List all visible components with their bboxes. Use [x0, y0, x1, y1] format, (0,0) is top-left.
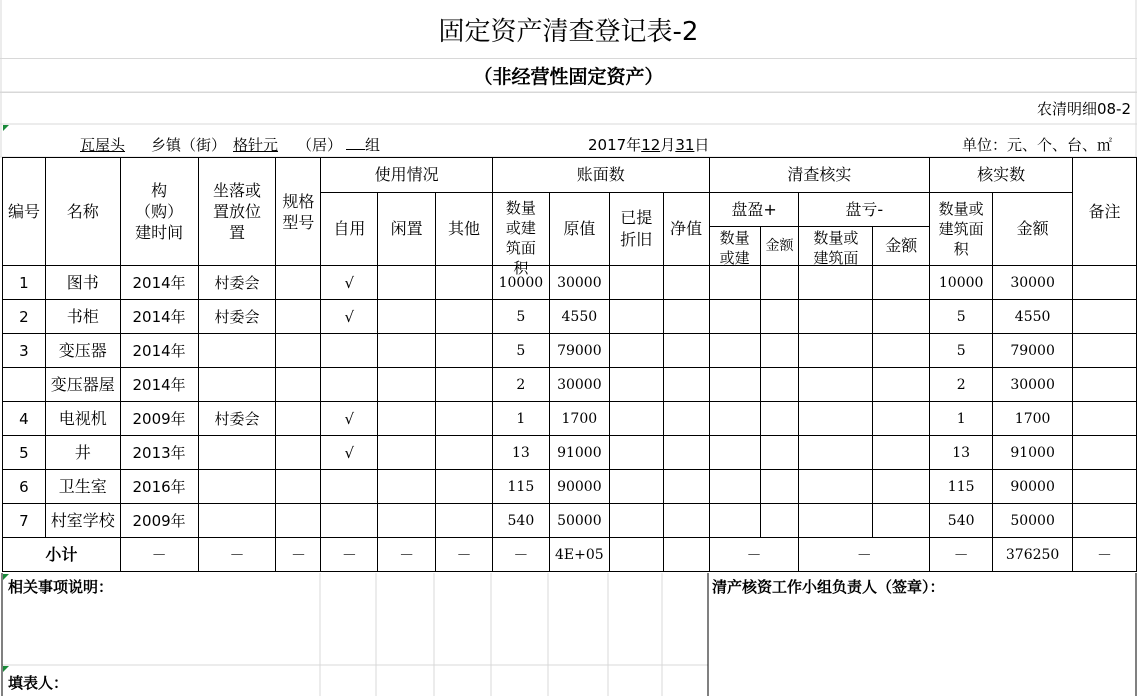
subtotal-orig: 4E+05 — [549, 538, 609, 572]
row-net-value — [663, 470, 709, 504]
table-row — [3, 300, 1137, 334]
row-other — [436, 300, 493, 334]
header-ver-qty: 数量或建筑面积 — [930, 193, 993, 266]
row-loss-amt — [873, 334, 930, 368]
row-build-time: 2014年 — [120, 266, 198, 300]
comment-marker — [3, 666, 9, 672]
row-surplus-qty — [709, 266, 760, 300]
row-idle — [378, 334, 436, 368]
row-spec — [276, 436, 321, 470]
row-idle — [378, 470, 436, 504]
header-orig-value: 原值 — [549, 193, 609, 266]
row-name: 书柜 — [45, 300, 120, 334]
row-surplus-qty — [709, 368, 760, 402]
row-no: 5 — [3, 436, 46, 470]
row-loss-amt — [873, 368, 930, 402]
row-no: 7 — [3, 504, 46, 538]
row-ver-amt: 90000 — [993, 470, 1073, 504]
row-idle — [378, 504, 436, 538]
table-row — [3, 368, 1137, 402]
row-loss-qty — [799, 436, 873, 470]
sign-label: 清产核资工作小组负责人（签章）： — [712, 578, 945, 596]
header-name: 名称 — [45, 158, 120, 266]
row-build-time: 2016年 — [120, 470, 198, 504]
row-remark — [1073, 402, 1137, 436]
header-loss: 盘亏- — [799, 193, 930, 227]
row-book-qty: 10000 — [492, 266, 549, 300]
group-label: 组 — [365, 136, 381, 154]
row-idle — [378, 436, 436, 470]
subtotal-dash: － — [1073, 538, 1137, 572]
row-loss-amt — [873, 436, 930, 470]
row-self-use — [321, 470, 378, 504]
row-name: 变压器屋 — [45, 368, 120, 402]
row-no: 4 — [3, 402, 46, 436]
row-build-time: 2009年 — [120, 402, 198, 436]
row-depreciation — [609, 300, 663, 334]
row-surplus-amt — [760, 266, 799, 300]
row-surplus-amt — [760, 300, 799, 334]
row-remark — [1073, 504, 1137, 538]
row-surplus-amt — [760, 436, 799, 470]
row-surplus-amt — [760, 368, 799, 402]
row-surplus-qty — [709, 402, 760, 436]
row-self-use — [321, 368, 378, 402]
cell — [609, 538, 663, 572]
row-other — [436, 368, 493, 402]
subtotal-ver-amt: 376250 — [993, 538, 1073, 572]
row-spec — [276, 470, 321, 504]
comment-marker — [3, 125, 9, 131]
row-loss-qty — [799, 300, 873, 334]
row-loss-qty — [799, 334, 873, 368]
residence-label: （居） — [297, 136, 343, 154]
subtotal-label: 小计 — [3, 538, 121, 572]
table-row — [3, 470, 1137, 504]
table-row — [3, 334, 1137, 368]
row-other — [436, 504, 493, 538]
header-surplus-amt: 金额 — [760, 227, 799, 266]
row-ver-amt: 30000 — [993, 266, 1073, 300]
row-location — [198, 470, 276, 504]
subtotal-dash: － — [492, 538, 549, 572]
comment-marker — [3, 574, 9, 580]
subtotal-dash: － — [378, 538, 436, 572]
row-idle — [378, 368, 436, 402]
subtotal-dash: － — [120, 538, 198, 572]
form-code: 农清明细08-2 — [1036, 100, 1131, 118]
row-spec — [276, 300, 321, 334]
row-self-use: √ — [321, 266, 378, 300]
row-depreciation — [609, 436, 663, 470]
year-value: 2017 — [588, 136, 627, 154]
row-ver-amt: 79000 — [993, 334, 1073, 368]
row-book-qty: 115 — [492, 470, 549, 504]
row-depreciation — [609, 402, 663, 436]
row-remark — [1073, 436, 1137, 470]
row-ver-qty: 13 — [930, 436, 993, 470]
day-suffix: 日 — [694, 136, 710, 154]
row-ver-amt: 91000 — [993, 436, 1073, 470]
month-suffix: 月 — [660, 136, 676, 154]
row-no: 6 — [3, 470, 46, 504]
row-spec — [276, 504, 321, 538]
row-self-use — [321, 334, 378, 368]
row-depreciation — [609, 368, 663, 402]
row-no: 3 — [3, 334, 46, 368]
header-loss-amt: 金额 — [873, 227, 930, 266]
row-other — [436, 470, 493, 504]
community-name: 格针元 — [233, 136, 279, 154]
subtotal-dash: － — [930, 538, 993, 572]
table-row — [3, 266, 1137, 300]
row-build-time: 2009年 — [120, 504, 198, 538]
row-idle — [378, 266, 436, 300]
subtotal-dash: － — [709, 538, 799, 572]
row-loss-amt — [873, 266, 930, 300]
row-ver-amt: 4550 — [993, 300, 1073, 334]
table-row — [3, 504, 1137, 538]
row-book-qty: 2 — [492, 368, 549, 402]
header-surplus: 盘盈+ — [709, 193, 799, 227]
row-net-value — [663, 436, 709, 470]
row-net-value — [663, 504, 709, 538]
header-check: 清查核实 — [709, 158, 930, 193]
row-orig-value: 1700 — [549, 402, 609, 436]
row-location: 村委会 — [198, 266, 276, 300]
row-loss-qty — [799, 402, 873, 436]
header-book-qty: 数量或建筑面积 — [492, 193, 549, 266]
row-surplus-amt — [760, 402, 799, 436]
header-ver-amt: 金额 — [993, 193, 1073, 266]
page-title: 固定资产清查登记表-2 — [0, 0, 1137, 59]
row-no: 2 — [3, 300, 46, 334]
row-build-time: 2013年 — [120, 436, 198, 470]
notes-label: 相关事项说明： — [8, 578, 114, 596]
table-body — [3, 266, 1137, 538]
row-depreciation — [609, 266, 663, 300]
page-subtitle: （非经营性固定资产） — [0, 58, 1137, 93]
row-book-qty: 13 — [492, 436, 549, 470]
report-date — [588, 134, 709, 155]
header-other: 其他 — [436, 193, 493, 266]
row-orig-value: 50000 — [549, 504, 609, 538]
row-ver-qty: 1 — [930, 402, 993, 436]
row-orig-value: 90000 — [549, 470, 609, 504]
header-book: 账面数 — [492, 158, 709, 193]
row-location — [198, 504, 276, 538]
row-loss-qty — [799, 504, 873, 538]
filler-label: 填表人： — [8, 674, 69, 692]
row-orig-value: 4550 — [549, 300, 609, 334]
header-depreciation: 已提折旧 — [609, 193, 663, 266]
row-ver-amt: 30000 — [993, 368, 1073, 402]
header-idle: 闲置 — [378, 193, 436, 266]
row-orig-value: 91000 — [549, 436, 609, 470]
row-book-qty: 5 — [492, 334, 549, 368]
row-book-qty: 1 — [492, 402, 549, 436]
row-remark — [1073, 470, 1137, 504]
row-build-time: 2014年 — [120, 300, 198, 334]
row-surplus-qty — [709, 300, 760, 334]
row-location — [198, 334, 276, 368]
row-name: 村室学校 — [45, 504, 120, 538]
village-name: 瓦屋头 — [80, 136, 126, 154]
subtotal-dash: － — [799, 538, 930, 572]
row-surplus-amt — [760, 470, 799, 504]
row-remark — [1073, 300, 1137, 334]
unit-label: 单位：元、个、台、㎡ — [962, 136, 1113, 154]
row-depreciation — [609, 334, 663, 368]
row-self-use: √ — [321, 300, 378, 334]
row-idle — [378, 402, 436, 436]
row-surplus-qty — [709, 470, 760, 504]
row-no: 1 — [3, 266, 46, 300]
row-remark — [1073, 266, 1137, 300]
row-ver-qty: 2 — [930, 368, 993, 402]
header-usage: 使用情况 — [321, 158, 492, 193]
row-loss-qty — [799, 470, 873, 504]
row-location — [198, 436, 276, 470]
day-value: 31 — [675, 136, 695, 154]
row-book-qty: 540 — [492, 504, 549, 538]
row-surplus-qty — [709, 334, 760, 368]
row-name: 电视机 — [45, 402, 120, 436]
header-net-value: 净值 — [663, 193, 709, 266]
header-build-time: 构（购）建时间 — [120, 158, 198, 266]
row-spec — [276, 402, 321, 436]
row-orig-value: 79000 — [549, 334, 609, 368]
row-ver-amt: 1700 — [993, 402, 1073, 436]
subtotal-dash: － — [436, 538, 493, 572]
row-remark — [1073, 334, 1137, 368]
row-other — [436, 266, 493, 300]
row-depreciation — [609, 470, 663, 504]
subtotal-dash: － — [198, 538, 276, 572]
row-ver-qty: 10000 — [930, 266, 993, 300]
row-surplus-amt — [760, 334, 799, 368]
row-loss-amt — [873, 300, 930, 334]
row-orig-value: 30000 — [549, 266, 609, 300]
row-location — [198, 368, 276, 402]
row-other — [436, 436, 493, 470]
row-idle — [378, 300, 436, 334]
row-name: 井 — [45, 436, 120, 470]
row-ver-qty: 540 — [930, 504, 993, 538]
row-remark — [1073, 368, 1137, 402]
location-line — [0, 131, 1137, 157]
row-no — [3, 368, 46, 402]
row-net-value — [663, 402, 709, 436]
row-name: 卫生室 — [45, 470, 120, 504]
group-blank — [346, 134, 365, 152]
row-location: 村委会 — [198, 300, 276, 334]
row-net-value — [663, 266, 709, 300]
row-name: 变压器 — [45, 334, 120, 368]
row-book-qty: 5 — [492, 300, 549, 334]
row-spec — [276, 368, 321, 402]
row-spec — [276, 266, 321, 300]
row-net-value — [663, 334, 709, 368]
row-surplus-qty — [709, 436, 760, 470]
row-loss-qty — [799, 368, 873, 402]
header-self-use: 自用 — [321, 193, 378, 266]
row-other — [436, 334, 493, 368]
subtotal-dash: － — [276, 538, 321, 572]
township-label: 乡镇（街） — [151, 136, 227, 154]
row-loss-amt — [873, 402, 930, 436]
row-net-value — [663, 368, 709, 402]
row-name: 图书 — [45, 266, 120, 300]
table-row — [3, 436, 1137, 470]
header-no: 编号 — [3, 158, 46, 266]
table-row — [3, 402, 1137, 436]
row-other — [436, 402, 493, 436]
subtotal-dash: － — [321, 538, 378, 572]
row-spec — [276, 334, 321, 368]
header-verified: 核实数 — [930, 158, 1073, 193]
header-spec: 规格型号 — [276, 158, 321, 266]
month-value: 12 — [641, 136, 661, 154]
row-build-time: 2014年 — [120, 334, 198, 368]
row-loss-amt — [873, 470, 930, 504]
row-self-use: √ — [321, 436, 378, 470]
row-net-value — [663, 300, 709, 334]
row-loss-amt — [873, 504, 930, 538]
row-ver-qty: 115 — [930, 470, 993, 504]
row-ver-amt: 50000 — [993, 504, 1073, 538]
header-location: 坐落或置放位置 — [198, 158, 276, 266]
row-surplus-amt — [760, 504, 799, 538]
header-surplus-qty: 数量或建 — [709, 227, 760, 266]
cell — [663, 538, 709, 572]
row-self-use: √ — [321, 402, 378, 436]
row-ver-qty: 5 — [930, 334, 993, 368]
row-ver-qty: 5 — [930, 300, 993, 334]
row-orig-value: 30000 — [549, 368, 609, 402]
header-loss-qty: 数量或建筑面 — [799, 227, 873, 266]
row-depreciation — [609, 504, 663, 538]
row-location: 村委会 — [198, 402, 276, 436]
row-loss-qty — [799, 266, 873, 300]
year-suffix: 年 — [626, 136, 642, 154]
row-surplus-qty — [709, 504, 760, 538]
asset-table — [2, 157, 1137, 572]
row-build-time: 2014年 — [120, 368, 198, 402]
header-remark: 备注 — [1073, 158, 1137, 266]
row-self-use — [321, 504, 378, 538]
